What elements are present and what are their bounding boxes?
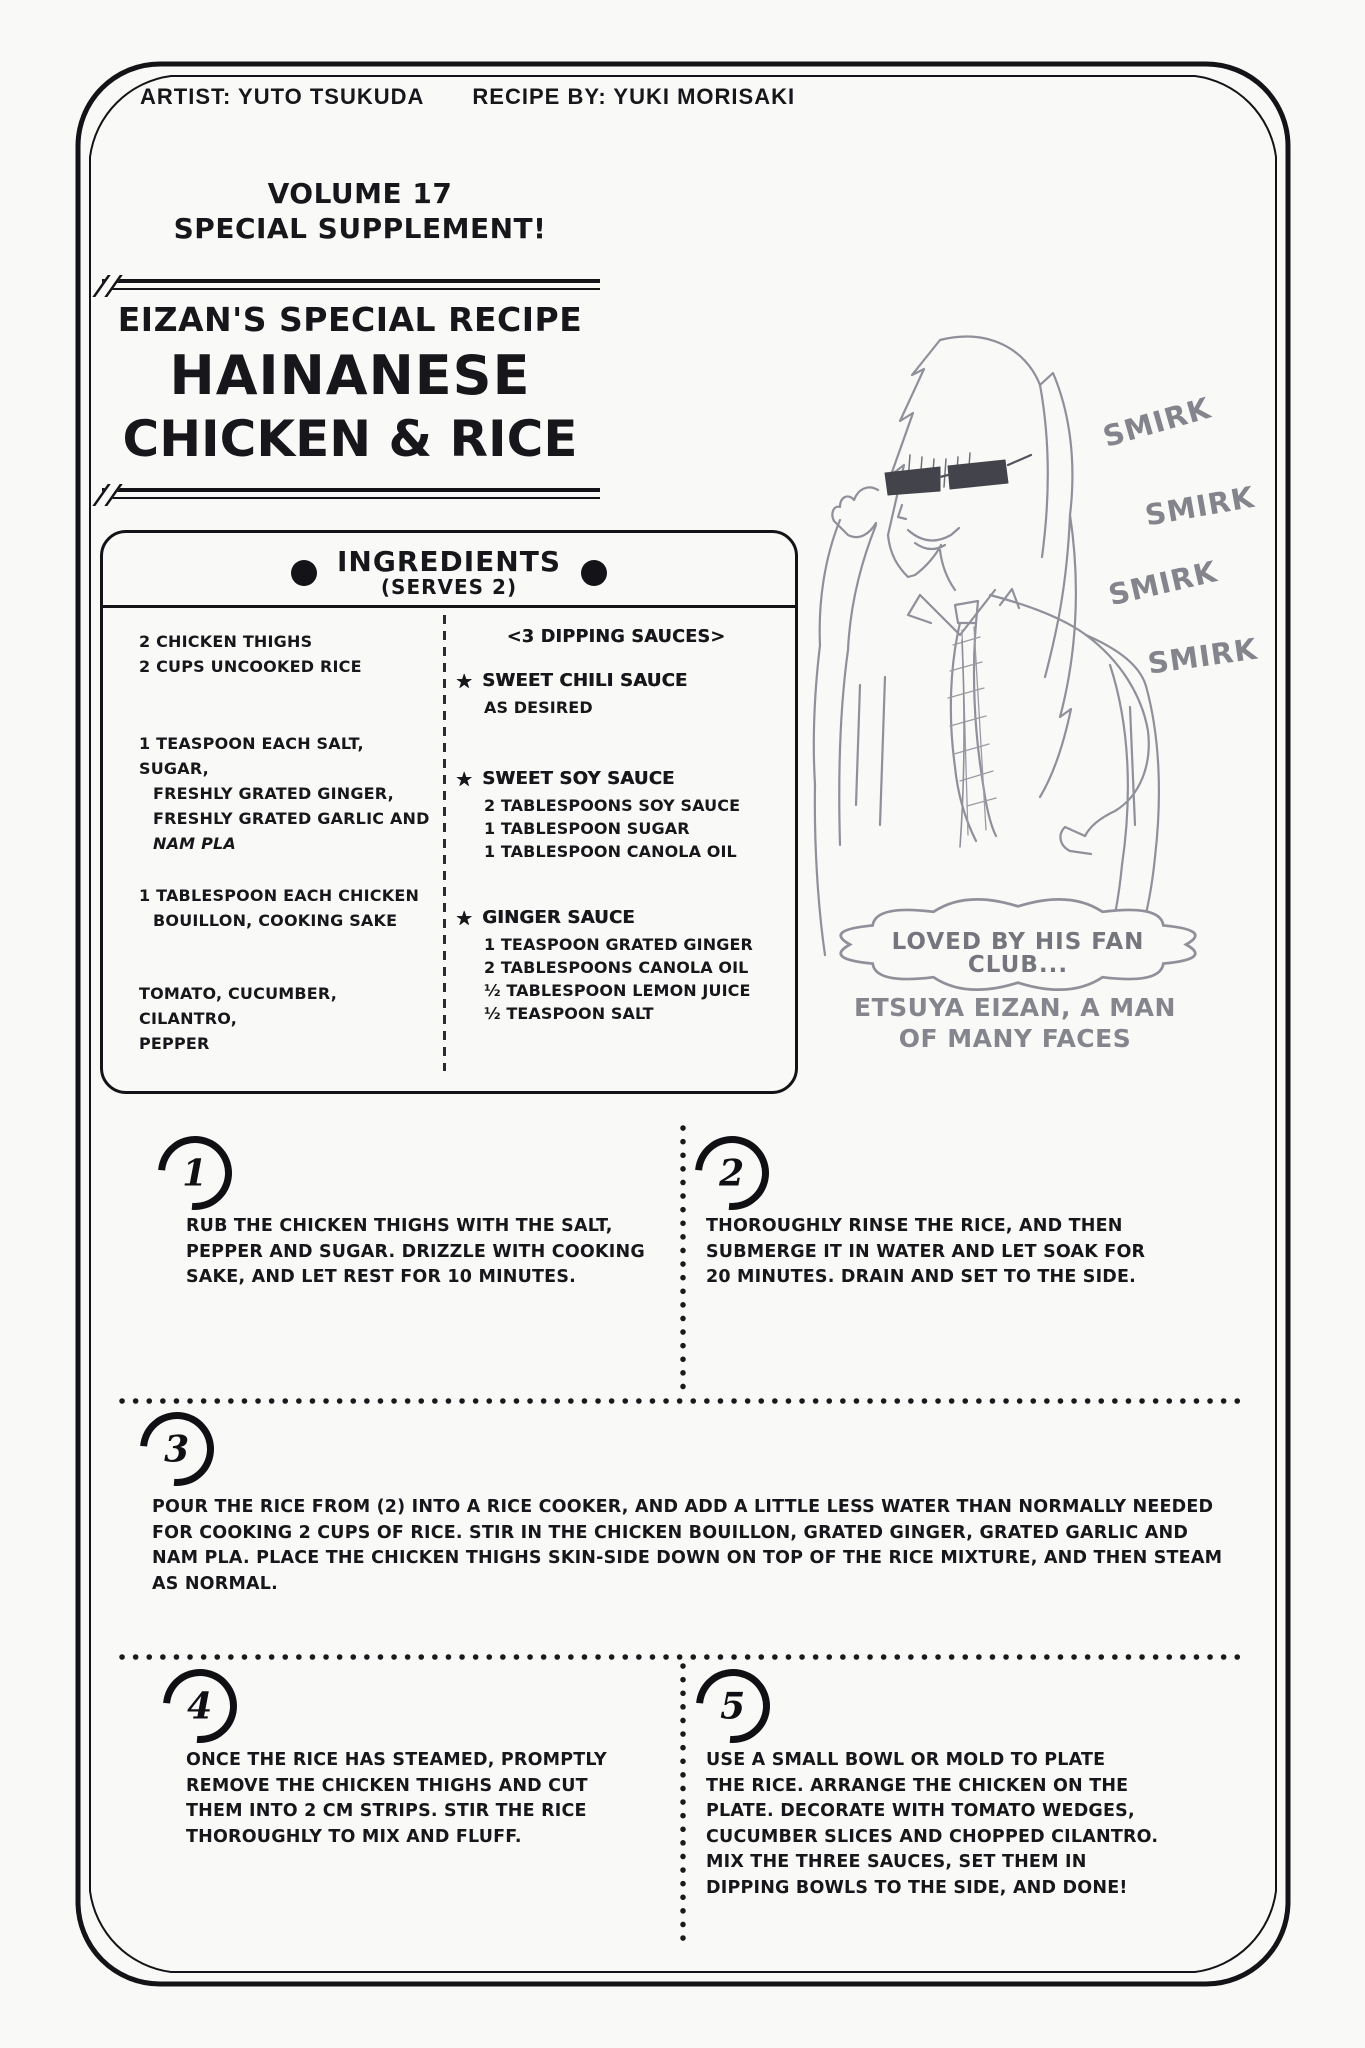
ingredients-dashed-divider [443, 615, 446, 1071]
volume-supplement [140, 176, 580, 246]
recipe-title-kicker: EIZAN'S SPECIAL RECIPE [117, 300, 583, 339]
ingredients-serves: (SERVES 2) [380, 575, 518, 599]
step-instruction: USE A SMALL BOWL OR MOLD TO PLATE THE RICE. ARRANGE THE CHICKEN ON THE PLATE. DECORATE WITH TOMATO WEDGES, CUCUMBER SLICES AND CHOPPED CILANTRO. MIX THE THREE SAUCES, SET THEM IN DIPPING BOWLS TO THE SIDE, AND DONE! [706, 1750, 1159, 1898]
ingredient-item: 2 CHICKEN THIGHS 2 CUPS UNCOOKED RICE [139, 632, 362, 676]
recipe-title-line2: CHICKEN & RICE [122, 410, 578, 468]
sfx-smirk: SMIRK [1105, 554, 1221, 613]
ingredient-item: 1 TEASPOON EACH SALT, SUGAR, FRESHLY GRATED GINGER, FRESHLY GRATED GARLIC AND NAM PLA [139, 734, 430, 853]
sauce-block-sweet-chili: ★ SWEET CHILI SAUCE AS DESIRED [455, 669, 688, 717]
sauce-name: GINGER SAUCE [482, 907, 635, 929]
credit-artist: ARTIST: YUTO TSUKUDA [140, 84, 425, 109]
step-instruction: ONCE THE RICE HAS STEAMED, PROMPTLY REMOVE THE CHICKEN THIGHS AND CUT THEM INTO 2 CM STRIPS. STIR THE RICE THOROUGHLY TO MIX AND FLUFF. [186, 1750, 607, 1847]
sfx-smirk: SMIRK [1145, 631, 1260, 681]
recipe-title-line1: HAINANESE [169, 344, 531, 407]
ingredient-item: 1 TABLESPOON EACH CHICKEN BOUILLON, COOKING SAKE [139, 886, 420, 930]
title-rule-top [102, 279, 600, 290]
volume-line: VOLUME 17 [267, 177, 453, 210]
star-icon: ★ [455, 669, 474, 693]
step-number-circle: 5 [681, 1654, 785, 1758]
ingredients-title: INGREDIENTS [336, 545, 561, 578]
sauce-name: SWEET CHILI SAUCE [482, 670, 688, 692]
ingredients-header [103, 541, 795, 608]
sfx-smirk: SMIRK [1099, 390, 1215, 454]
credit-recipe-by: RECIPE BY: YUKI MORISAKI [472, 84, 796, 109]
step-number-circle: 1 [143, 1121, 247, 1225]
bullet-dot-icon [581, 560, 607, 586]
sfx-smirk: SMIRK [1142, 479, 1258, 533]
star-icon: ★ [455, 767, 474, 791]
bullet-dot-icon [291, 560, 317, 586]
sauce-block-ginger: ★ GINGER SAUCE 1 TEASPOON GRATED GINGER 2 TABLESPOONS CANOLA OIL ½ TABLESPOON LEMON JUICE ½ TEASPOON SALT [455, 906, 753, 1023]
step-instruction: THOROUGHLY RINSE THE RICE, AND THEN SUBMERGE IT IN WATER AND LET SOAK FOR 20 MINUTES. DRAIN AND SET TO THE SIDE. [706, 1216, 1146, 1287]
title-rule-bottom [102, 488, 600, 499]
supplement-line: SPECIAL SUPPLEMENT! [173, 212, 547, 245]
credits-line [140, 86, 795, 108]
character-caption: ETSUYA EIZAN, A MAN OF MANY FACES [854, 993, 1176, 1053]
ingredient-item: TOMATO, CUCUMBER, CILANTRO, PEPPER [139, 984, 338, 1053]
sauce-block-sweet-soy: ★ SWEET SOY SAUCE 2 TABLESPOONS SOY SAUCE 1 TABLESPOON SUGAR 1 TABLESPOON CANOLA OIL [455, 767, 741, 861]
step-instruction: POUR THE RICE FROM (2) INTO A RICE COOKER, AND ADD A LITTLE LESS WATER THAN NORMALLY NEEDED FOR COOKING 2 CUPS OF RICE. STIR IN THE CHICKEN BOUILLON, GRATED GINGER, GRATED GARLIC AND NAM PLA. PLACE THE CHICKEN THIGHS SKIN-SIDE DOWN ON TOP OF THE RICE MIXTURE, AND THEN STEAM AS NORMAL. [152, 1497, 1223, 1594]
ingredients-box [100, 530, 798, 1094]
step-instruction: RUB THE CHICKEN THIGHS WITH THE SALT, PEPPER AND SUGAR. DRIZZLE WITH COOKING SAKE, AND LET REST FOR 10 MINUTES. [186, 1216, 645, 1287]
sauce-name: SWEET SOY SAUCE [482, 768, 675, 790]
speech-bubble-text: LOVED BY HIS FAN CLUB... [891, 929, 1145, 978]
star-icon: ★ [455, 906, 474, 930]
step-number-circle: 4 [148, 1654, 252, 1758]
step-number-circle: 2 [680, 1121, 784, 1225]
dipping-sauces-header: <3 DIPPING SAUCES> [506, 627, 726, 647]
step-number-circle: 3 [125, 1397, 229, 1501]
